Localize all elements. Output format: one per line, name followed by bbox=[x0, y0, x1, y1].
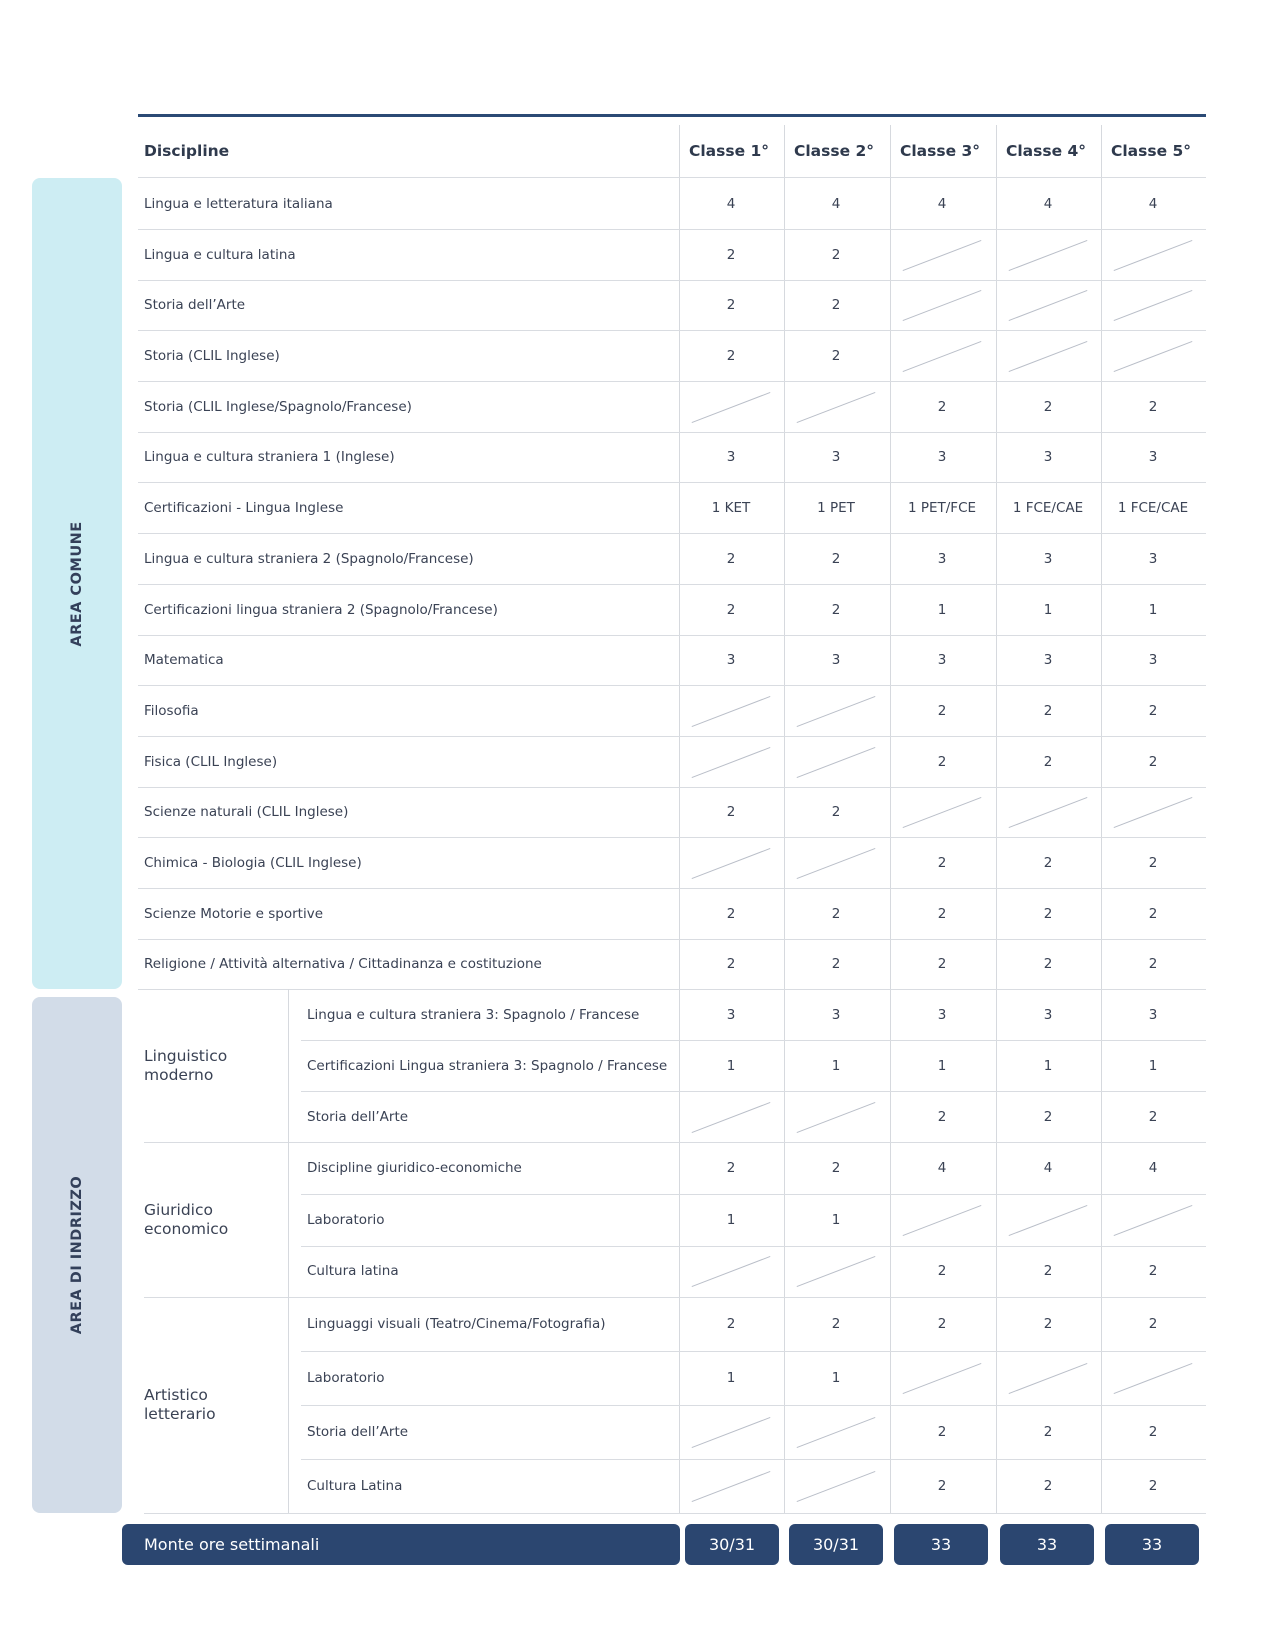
row-value: 2 bbox=[1148, 854, 1158, 871]
row-value: 1 bbox=[1043, 1057, 1053, 1074]
not-applicable-slash bbox=[1114, 1363, 1193, 1394]
total-classe-3: 33 bbox=[894, 1524, 988, 1565]
not-applicable-slash bbox=[692, 1471, 771, 1502]
row-subject: Lingua e letteratura italiana bbox=[144, 195, 333, 212]
row-value: 2 bbox=[1148, 1424, 1158, 1440]
row-subject: Lingua e cultura straniera 2 (Spagnolo/Francese) bbox=[144, 550, 474, 567]
row-value bbox=[996, 1351, 1100, 1405]
not-applicable-slash bbox=[1114, 340, 1193, 371]
row-value: 1 PET bbox=[817, 499, 855, 516]
not-applicable-slash bbox=[903, 239, 982, 270]
total-classe-1: 30/31 bbox=[685, 1524, 779, 1565]
not-applicable-slash bbox=[903, 1363, 982, 1394]
row-value: 3 bbox=[937, 1006, 947, 1023]
not-applicable-slash bbox=[1114, 796, 1193, 827]
total-classe-4: 33 bbox=[1000, 1524, 1094, 1565]
row-value: 2 bbox=[831, 296, 841, 313]
row-value: 2 bbox=[1043, 955, 1053, 972]
table-row bbox=[0, 482, 1273, 533]
table-row bbox=[0, 330, 1273, 381]
not-applicable-slash bbox=[1009, 796, 1088, 827]
row-subject: Storia dell’Arte bbox=[307, 1424, 409, 1440]
not-applicable-slash bbox=[903, 340, 982, 371]
not-applicable-slash bbox=[692, 695, 771, 726]
not-applicable-slash bbox=[692, 1417, 771, 1448]
row-value: 2 bbox=[831, 905, 841, 922]
not-applicable-slash bbox=[692, 847, 771, 878]
row-value: 2 bbox=[726, 955, 736, 972]
row-value bbox=[784, 736, 888, 787]
row-value: 3 bbox=[831, 651, 841, 668]
row-value: 2 bbox=[937, 854, 947, 871]
not-applicable-slash bbox=[903, 796, 982, 827]
total-classe-2: 30/31 bbox=[789, 1524, 883, 1565]
not-applicable-slash bbox=[903, 289, 982, 320]
row-value: 3 bbox=[726, 448, 736, 465]
row-value: 4 bbox=[937, 1160, 947, 1176]
not-applicable-slash bbox=[1114, 239, 1193, 270]
row-value: 2 bbox=[1148, 1478, 1158, 1494]
row-value: 1 bbox=[831, 1057, 841, 1074]
row-value: 2 bbox=[726, 601, 736, 618]
row-value: 4 bbox=[1148, 195, 1158, 212]
row-value: 2 bbox=[937, 753, 947, 770]
table-row bbox=[0, 938, 1273, 989]
row-value: 2 bbox=[1148, 955, 1158, 972]
row-value bbox=[784, 1405, 888, 1459]
row-value bbox=[784, 381, 888, 432]
row-value bbox=[996, 279, 1100, 330]
row-value: 2 bbox=[1043, 702, 1053, 719]
row-value: 2 bbox=[1148, 1316, 1158, 1332]
row-subject: Laboratorio bbox=[307, 1212, 385, 1228]
row-value bbox=[1101, 279, 1205, 330]
row-value bbox=[679, 381, 783, 432]
row-subject: Scienze Motorie e sportive bbox=[144, 905, 323, 922]
row-value: 2 bbox=[1043, 1263, 1053, 1279]
table-row bbox=[0, 837, 1273, 888]
area-indirizzo-label: AREA DI INDRIZZO bbox=[69, 1175, 85, 1335]
row-value bbox=[890, 786, 994, 837]
row-value: 2 bbox=[1148, 905, 1158, 922]
row-value: 2 bbox=[726, 550, 736, 567]
total-classe-5: 33 bbox=[1105, 1524, 1199, 1565]
header-classe-3: Classe 3° bbox=[899, 141, 981, 160]
row-value: 2 bbox=[1148, 702, 1158, 719]
row-subject: Scienze naturali (CLIL Inglese) bbox=[144, 803, 349, 820]
not-applicable-slash bbox=[1114, 1205, 1193, 1236]
row-value: 2 bbox=[831, 347, 841, 364]
row-subject: Lingua e cultura straniera 3: Spagnolo / Francese bbox=[307, 1006, 640, 1023]
row-value: 2 bbox=[1043, 905, 1053, 922]
row-value bbox=[784, 837, 888, 888]
row-value bbox=[996, 786, 1100, 837]
table-row bbox=[0, 178, 1273, 229]
table-row bbox=[0, 279, 1273, 330]
row-subject: Fisica (CLIL Inglese) bbox=[144, 753, 278, 770]
table-row bbox=[0, 1297, 1273, 1351]
row-value: 2 bbox=[937, 905, 947, 922]
row-subject: Cultura latina bbox=[307, 1263, 399, 1279]
row-value: 2 bbox=[937, 702, 947, 719]
row-subject: Discipline giuridico-economiche bbox=[307, 1160, 522, 1176]
row-subject: Religione / Attività alternativa / Cittadinanza e costituzione bbox=[144, 955, 542, 972]
row-value: 2 bbox=[726, 1316, 736, 1332]
row-subject: Laboratorio bbox=[307, 1370, 385, 1386]
row-value bbox=[996, 229, 1100, 280]
row-value bbox=[679, 1459, 783, 1513]
row-subject: Cultura Latina bbox=[307, 1478, 403, 1494]
group-name-line: Artistico bbox=[144, 1386, 208, 1404]
table-row bbox=[0, 989, 1273, 1040]
row-subject: Storia (CLIL Inglese/Spagnolo/Francese) bbox=[144, 398, 412, 415]
row-value: 2 bbox=[1043, 1316, 1053, 1332]
not-applicable-slash bbox=[1114, 289, 1193, 320]
row-value: 2 bbox=[831, 1316, 841, 1332]
not-applicable-slash bbox=[1009, 239, 1088, 270]
row-subject: Certificazioni Lingua straniera 3: Spagnolo / Francese bbox=[307, 1057, 668, 1074]
row-subject: Filosofia bbox=[144, 702, 199, 719]
row-value: 3 bbox=[1043, 1006, 1053, 1023]
row-value: 1 bbox=[726, 1370, 736, 1386]
row-subject: Lingua e cultura latina bbox=[144, 246, 296, 263]
row-value: 3 bbox=[1043, 651, 1053, 668]
row-subject: Storia (CLIL Inglese) bbox=[144, 347, 280, 364]
group-name-line: Linguistico bbox=[144, 1046, 228, 1065]
header-classe-4: Classe 4° bbox=[1005, 141, 1087, 160]
row-value: 2 bbox=[831, 550, 841, 567]
table-row bbox=[0, 1245, 1273, 1297]
not-applicable-slash bbox=[692, 391, 771, 422]
row-value bbox=[996, 330, 1100, 381]
row-value: 1 FCE/CAE bbox=[1117, 499, 1189, 516]
row-value: 1 bbox=[726, 1212, 736, 1228]
row-value: 2 bbox=[726, 246, 736, 263]
row-value: 1 bbox=[1148, 1057, 1158, 1074]
row-value: 2 bbox=[831, 1160, 841, 1176]
not-applicable-slash bbox=[903, 1205, 982, 1236]
row-subject: Lingua e cultura straniera 1 (Inglese) bbox=[144, 448, 395, 465]
not-applicable-slash bbox=[692, 746, 771, 777]
header-discipline: Discipline bbox=[144, 141, 230, 160]
row-subject: Storia dell’Arte bbox=[307, 1108, 409, 1125]
row-subject: Storia dell’Arte bbox=[144, 296, 246, 313]
row-value bbox=[679, 1091, 783, 1142]
row-value bbox=[890, 279, 994, 330]
table-row bbox=[0, 1405, 1273, 1459]
row-divider bbox=[301, 1513, 1206, 1514]
row-value bbox=[890, 1194, 994, 1246]
header-classe-1: Classe 1° bbox=[688, 141, 770, 160]
area-comune-label: AREA COMUNE bbox=[69, 520, 85, 647]
row-value: 2 bbox=[831, 246, 841, 263]
row-value bbox=[1101, 1351, 1205, 1405]
row-value: 2 bbox=[831, 601, 841, 618]
row-value: 4 bbox=[831, 195, 841, 212]
not-applicable-slash bbox=[1009, 289, 1088, 320]
row-subject: Chimica - Biologia (CLIL Inglese) bbox=[144, 854, 362, 871]
row-value bbox=[784, 1245, 888, 1297]
row-value: 1 bbox=[937, 1057, 947, 1074]
table-row bbox=[0, 584, 1273, 635]
row-value: 3 bbox=[1148, 550, 1158, 567]
row-value bbox=[1101, 330, 1205, 381]
row-value: 1 KET bbox=[711, 499, 751, 516]
group-name-line: economico bbox=[144, 1219, 229, 1238]
row-value: 2 bbox=[726, 296, 736, 313]
not-applicable-slash bbox=[1009, 1363, 1088, 1394]
row-value: 4 bbox=[1043, 1160, 1053, 1176]
table-row bbox=[0, 229, 1273, 280]
table-row bbox=[0, 736, 1273, 787]
row-value: 2 bbox=[726, 347, 736, 364]
group-name-line: Giuridico bbox=[144, 1200, 213, 1219]
row-value: 2 bbox=[1043, 1424, 1053, 1440]
row-value bbox=[784, 1459, 888, 1513]
not-applicable-slash bbox=[1009, 1205, 1088, 1236]
row-value: 2 bbox=[1043, 1108, 1053, 1125]
row-value bbox=[1101, 1194, 1205, 1246]
row-value: 2 bbox=[937, 398, 947, 415]
row-value: 2 bbox=[1148, 753, 1158, 770]
row-value: 2 bbox=[831, 955, 841, 972]
table-row bbox=[0, 786, 1273, 837]
row-value: 1 bbox=[831, 1212, 841, 1228]
table-row bbox=[0, 381, 1273, 432]
group-name-line: letterario bbox=[144, 1405, 216, 1423]
table-row bbox=[0, 685, 1273, 736]
table-row bbox=[0, 1194, 1273, 1246]
not-applicable-slash bbox=[797, 391, 876, 422]
row-value bbox=[1101, 229, 1205, 280]
row-value: 1 bbox=[831, 1370, 841, 1386]
row-value bbox=[890, 330, 994, 381]
row-value: 1 bbox=[1043, 601, 1053, 618]
row-value: 2 bbox=[831, 803, 841, 820]
table-top-rule bbox=[138, 114, 1206, 117]
table-row bbox=[0, 1091, 1273, 1142]
row-value: 2 bbox=[726, 803, 736, 820]
not-applicable-slash bbox=[797, 1471, 876, 1502]
row-value: 3 bbox=[726, 1006, 736, 1023]
row-value: 4 bbox=[726, 195, 736, 212]
table-row bbox=[0, 1459, 1273, 1513]
row-value: 2 bbox=[1043, 854, 1053, 871]
row-value: 3 bbox=[1043, 448, 1053, 465]
row-value: 2 bbox=[1043, 753, 1053, 770]
row-value: 4 bbox=[1043, 195, 1053, 212]
row-value bbox=[679, 685, 783, 736]
group-name-line: moderno bbox=[144, 1065, 214, 1084]
table-row bbox=[0, 533, 1273, 584]
row-value bbox=[890, 1351, 994, 1405]
not-applicable-slash bbox=[692, 1256, 771, 1287]
total-label: Monte ore settimanali bbox=[122, 1524, 680, 1565]
not-applicable-slash bbox=[1009, 340, 1088, 371]
row-subject: Linguaggi visuali (Teatro/Cinema/Fotografia) bbox=[307, 1316, 606, 1332]
row-subject: Certificazioni - Lingua Inglese bbox=[144, 499, 344, 516]
row-value: 2 bbox=[937, 1263, 947, 1279]
row-value: 3 bbox=[1043, 550, 1053, 567]
header-classe-5: Classe 5° bbox=[1110, 141, 1192, 160]
row-value: 1 bbox=[1148, 601, 1158, 618]
row-value: 2 bbox=[1148, 398, 1158, 415]
row-value: 2 bbox=[937, 1108, 947, 1125]
row-value bbox=[679, 736, 783, 787]
row-value: 3 bbox=[1148, 448, 1158, 465]
not-applicable-slash bbox=[797, 1417, 876, 1448]
row-value: 3 bbox=[937, 651, 947, 668]
row-value: 2 bbox=[1043, 398, 1053, 415]
row-value bbox=[996, 1194, 1100, 1246]
table-row bbox=[0, 431, 1273, 482]
row-value: 3 bbox=[831, 1006, 841, 1023]
row-value bbox=[890, 229, 994, 280]
row-value: 1 bbox=[726, 1057, 736, 1074]
row-value: 1 bbox=[937, 601, 947, 618]
row-value: 1 FCE/CAE bbox=[1012, 499, 1084, 516]
row-value: 2 bbox=[937, 1316, 947, 1332]
not-applicable-slash bbox=[797, 847, 876, 878]
row-subject: Matematica bbox=[144, 651, 224, 668]
row-value: 2 bbox=[1043, 1478, 1053, 1494]
row-value: 3 bbox=[937, 550, 947, 567]
table-row bbox=[0, 888, 1273, 939]
row-value bbox=[784, 685, 888, 736]
row-value: 2 bbox=[726, 1160, 736, 1176]
row-value: 2 bbox=[726, 905, 736, 922]
row-value bbox=[679, 1245, 783, 1297]
row-value: 3 bbox=[1148, 1006, 1158, 1023]
row-value bbox=[679, 837, 783, 888]
row-value: 1 PET/FCE bbox=[907, 499, 977, 516]
not-applicable-slash bbox=[797, 746, 876, 777]
row-value: 2 bbox=[1148, 1108, 1158, 1125]
row-subject: Certificazioni lingua straniera 2 (Spagnolo/Francese) bbox=[144, 601, 498, 618]
not-applicable-slash bbox=[692, 1101, 771, 1132]
row-value bbox=[679, 1405, 783, 1459]
table-row bbox=[0, 1040, 1273, 1091]
row-value: 3 bbox=[1148, 651, 1158, 668]
not-applicable-slash bbox=[797, 695, 876, 726]
row-value: 3 bbox=[937, 448, 947, 465]
row-value: 2 bbox=[937, 955, 947, 972]
table-row bbox=[0, 1142, 1273, 1194]
table-row bbox=[0, 634, 1273, 685]
row-value: 3 bbox=[831, 448, 841, 465]
row-value: 4 bbox=[937, 195, 947, 212]
row-value: 3 bbox=[726, 651, 736, 668]
not-applicable-slash bbox=[797, 1101, 876, 1132]
row-value: 4 bbox=[1148, 1160, 1158, 1176]
row-value: 2 bbox=[937, 1478, 947, 1494]
row-value bbox=[784, 1091, 888, 1142]
row-value: 2 bbox=[1148, 1263, 1158, 1279]
row-value bbox=[1101, 786, 1205, 837]
table-row bbox=[0, 1351, 1273, 1405]
row-value: 2 bbox=[937, 1424, 947, 1440]
header-classe-2: Classe 2° bbox=[793, 141, 875, 160]
not-applicable-slash bbox=[797, 1256, 876, 1287]
